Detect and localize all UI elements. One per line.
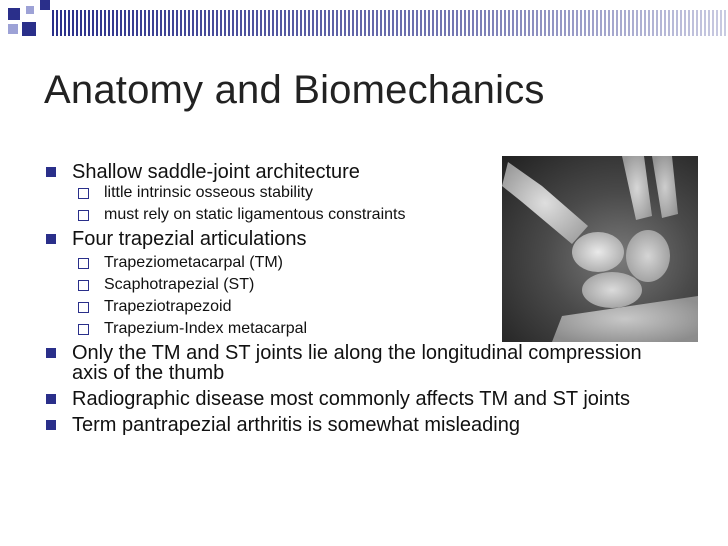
- bullet-text: Term pantrapezial arthritis is somewhat misleading: [72, 414, 520, 436]
- header-square-4: [26, 6, 34, 14]
- bullet-item-4: [46, 389, 692, 409]
- hollow-square-bullet-icon: [78, 258, 89, 269]
- sub-bullet-text: Trapeziometacarpal (TM): [104, 254, 284, 271]
- square-bullet-icon: [46, 348, 56, 358]
- sub-bullet-text: Trapezium-Index metacarpal: [104, 320, 308, 337]
- header-stripe-fade: [52, 10, 728, 36]
- bullet-text: Only the TM and ST joints lie along the longitudinal compression axis of the thumb: [72, 342, 642, 384]
- square-bullet-icon: [46, 234, 56, 244]
- square-bullet-icon: [46, 167, 56, 177]
- hollow-square-bullet-icon: [78, 210, 89, 221]
- bullet-text: Four trapezial articulations: [72, 228, 307, 250]
- square-bullet-icon: [46, 394, 56, 404]
- sub-bullet-text: Scaphotrapezial (ST): [104, 276, 255, 293]
- sub-bullet-text: must rely on static ligamentous constraints: [104, 206, 406, 223]
- hollow-square-bullet-icon: [78, 188, 89, 199]
- hollow-square-bullet-icon: [78, 324, 89, 335]
- bullet-item-2: [46, 229, 706, 249]
- header-square-1: [8, 8, 20, 20]
- hollow-square-bullet-icon: [78, 280, 89, 291]
- sub-bullet-item: [46, 274, 706, 296]
- sub-bullet-item: [46, 204, 706, 226]
- slide-title: Anatomy and Biomechanics: [44, 68, 545, 112]
- sub-bullet-item: [46, 252, 706, 274]
- bullet-item-3: [46, 343, 672, 383]
- header-square-2: [22, 22, 36, 36]
- sub-bullet-item: [46, 296, 706, 318]
- bullet-text: Radiographic disease most commonly affects TM and ST joints: [72, 388, 631, 410]
- sub-bullet-item: [46, 318, 706, 340]
- header-square-3: [40, 0, 50, 10]
- hollow-square-bullet-icon: [78, 302, 89, 313]
- sub-bullet-text: little intrinsic osseous stability: [104, 184, 313, 201]
- bullet-item-1: [46, 162, 706, 182]
- bullet-list: [46, 162, 706, 435]
- header-square-5: [8, 24, 18, 34]
- bullet-item-5: [46, 415, 706, 435]
- sub-bullet-item: [46, 182, 706, 204]
- sub-bullet-text: Trapeziotrapezoid: [104, 298, 232, 315]
- square-bullet-icon: [46, 420, 56, 430]
- bullet-text: Shallow saddle-joint architecture: [72, 161, 360, 183]
